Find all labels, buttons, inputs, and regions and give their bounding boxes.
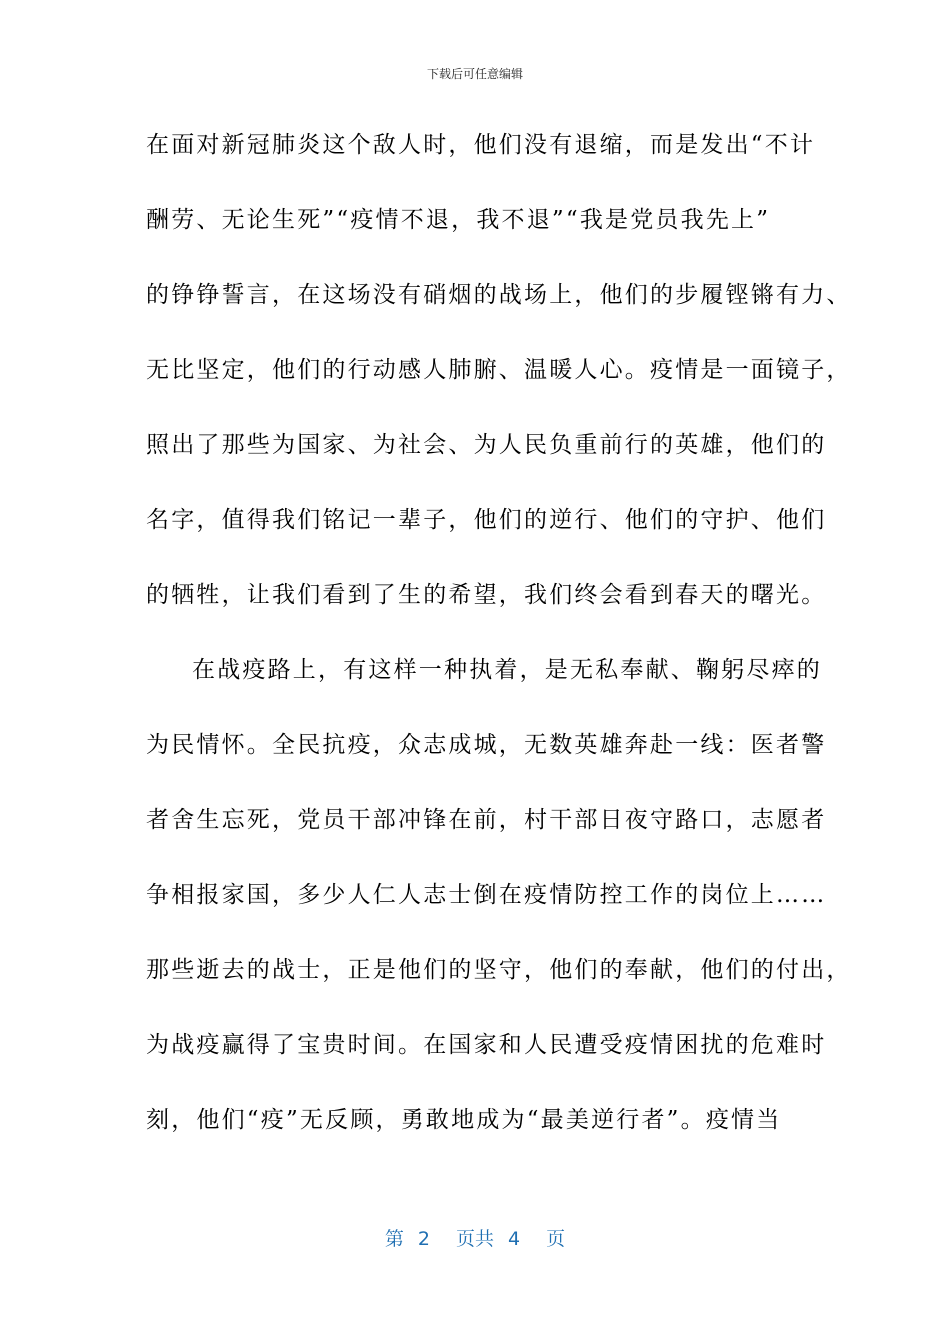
paragraph-start-line: 在战疫路上，有这样一种执着，是无私奉献、鞠躬尽瘁的	[192, 657, 822, 683]
body-line: 为民情怀。全民抗疫，众志成城，无数英雄奔赴一线：医者警	[146, 732, 827, 758]
body-line: 在面对新冠肺炎这个敌人时，他们没有退缩，而是发出“不计	[146, 132, 816, 158]
footer-suffix: 页	[546, 1228, 566, 1250]
body-line: 刻，他们“疫”无反顾，勇敢地成为“最美逆行者”。疫情当	[146, 1107, 782, 1133]
body-line: 争相报家国，多少人仁人志士倒在疫情防控工作的岗位上……	[146, 882, 827, 908]
body-line: 的铮铮誓言，在这场没有硝烟的战场上，他们的步履铿锵有力、	[146, 282, 852, 308]
footer-prefix: 第	[384, 1228, 404, 1250]
body-line: 照出了那些为国家、为社会、为人民负重前行的英雄，他们的	[146, 432, 827, 458]
body-line: 无比坚定，他们的行动感人肺腑、温暖人心。疫情是一面镜子，	[146, 357, 852, 383]
current-page-number: 2	[417, 1228, 430, 1250]
body-line: 的牺牲，让我们看到了生的希望，我们终会看到春天的曙光。	[146, 582, 827, 608]
page-header: 下载后可任意编辑	[426, 67, 523, 81]
body-line: 者舍生忘死，党员干部冲锋在前，村干部日夜守路口，志愿者	[146, 807, 827, 833]
body-line: 酬劳、无论生死”“疫情不退，我不退”“我是党员我先上”	[146, 207, 771, 233]
footer-middle: 页共	[455, 1228, 494, 1250]
body-line: 为战疫赢得了宝贵时间。在国家和人民遭受疫情困扰的危难时	[146, 1032, 827, 1058]
body-line: 那些逝去的战士，正是他们的坚守，他们的奉献，他们的付出，	[146, 957, 852, 983]
document-body	[146, 126, 852, 1176]
body-line: 名字，值得我们铭记一辈子，他们的逆行、他们的守护、他们	[146, 507, 827, 533]
total-page-number: 4	[508, 1228, 521, 1250]
page-footer	[0, 1226, 950, 1252]
